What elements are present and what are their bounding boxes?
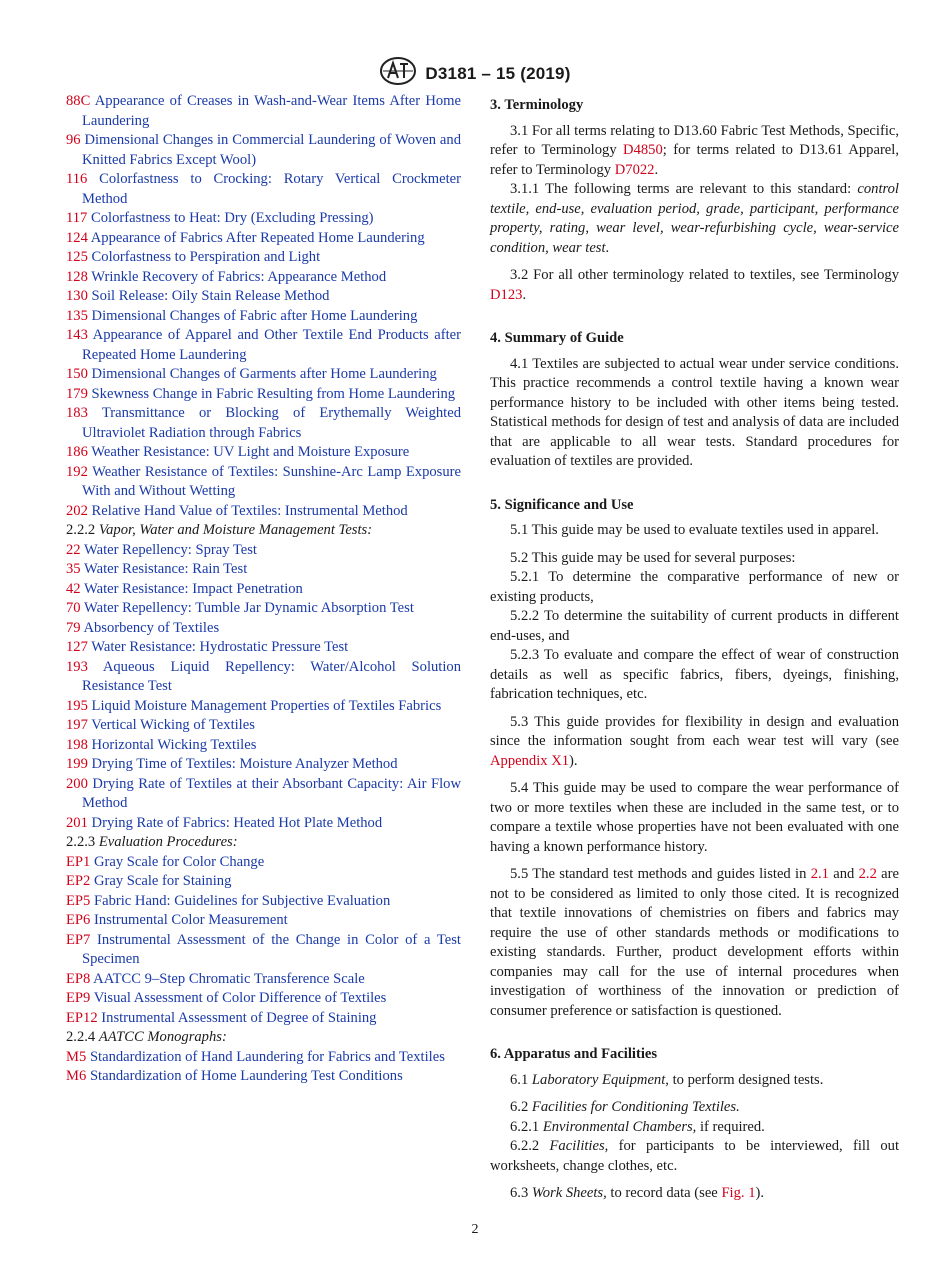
reference-entry[interactable]: [66, 307, 461, 327]
reference-title[interactable]: Drying Rate of Textiles at their Absorbant Capacity: Air Flow Method: [82, 775, 461, 811]
left-column: [66, 92, 461, 1087]
paragraph-5-4: 5.4 This guide may be used to compare the wear performance of two or more textiles when these are included in the same test, or to compare a textile whose properties have not been evaluated with one having a known performance history.: [490, 780, 899, 855]
reference-title[interactable]: AATCC 9–Step Chromatic Transference Scale: [93, 970, 365, 987]
reference-title[interactable]: Drying Time of Textiles: Moisture Analyzer Method: [91, 756, 398, 772]
reference-entry[interactable]: [66, 560, 461, 580]
reference-entry[interactable]: [66, 755, 461, 775]
paragraph-6-2: 6.2 Facilities for Conditioning Textiles.: [510, 1099, 740, 1115]
astm-logo-icon: [379, 56, 417, 91]
reference-entry[interactable]: [66, 385, 461, 405]
reference-title[interactable]: Drying Rate of Fabrics: Heated Hot Plate Method: [91, 814, 383, 831]
reference-title[interactable]: Vertical Wicking of Textiles: [91, 717, 255, 733]
reference-code[interactable]: 22: [66, 541, 81, 558]
reference-entry[interactable]: [66, 229, 461, 249]
reference-code[interactable]: EP12: [66, 1009, 98, 1026]
reference-code[interactable]: 193: [66, 658, 88, 675]
reference-code[interactable]: 192: [66, 463, 88, 480]
paragraph-6-2-1: 6.2.1 Environmental Chambers, if required.: [510, 1118, 765, 1135]
link-section-2-2[interactable]: 2.2: [858, 866, 877, 882]
reference-title[interactable]: Visual Assessment of Color Difference of Textiles: [93, 990, 387, 1006]
reference-code[interactable]: 42: [66, 580, 81, 597]
paragraph-5-2: 5.2 This guide may be used for several purposes:: [510, 549, 796, 566]
paragraph-4-1: 4.1 Textiles are subjected to actual wear under service conditions. This practice recommends a control textile having a known wear performance history to be included with other items being tested. Statistical methods for design of test and analysis of data are included that are applicable to all wear tests. Standard procedures for evaluation of textiles are provided.: [490, 355, 899, 469]
reference-code[interactable]: 96: [66, 132, 81, 148]
reference-title[interactable]: Water Repellency: Tumble Jar Dynamic Absorption Test: [83, 600, 414, 616]
reference-entry[interactable]: [66, 619, 461, 639]
reference-entry[interactable]: [66, 209, 461, 229]
section-heading-summary: 4. Summary of Guide: [490, 330, 624, 346]
reference-code[interactable]: 124: [66, 229, 88, 246]
reference-code[interactable]: 143: [66, 327, 88, 343]
reference-entry[interactable]: [66, 716, 461, 736]
reference-entry[interactable]: [66, 775, 461, 814]
reference-title[interactable]: Dimensional Changes of Fabric after Home Laundering: [91, 307, 418, 324]
reference-title[interactable]: Skewness Change in Fabric Resulting from Home Laundering: [91, 385, 456, 402]
reference-code[interactable]: 35: [66, 561, 81, 577]
reference-entry[interactable]: [66, 131, 461, 170]
paragraph-6-1: 6.1 Laboratory Equipment, to perform designed tests.: [510, 1071, 824, 1088]
reference-code[interactable]: EP6: [66, 912, 91, 928]
reference-entry[interactable]: [66, 599, 461, 619]
reference-entry[interactable]: [66, 970, 461, 990]
reference-code[interactable]: 200: [66, 775, 88, 792]
reference-title[interactable]: Water Resistance: Rain Test: [83, 561, 248, 577]
reference-title[interactable]: Water Resistance: Impact Penetration: [83, 580, 303, 597]
paragraph-5-2-2: 5.2.2 To determine the suitability of current products in different end-uses, and: [490, 608, 899, 644]
reference-code[interactable]: 201: [66, 814, 88, 831]
reference-entry[interactable]: [66, 658, 461, 697]
reference-entry[interactable]: [66, 541, 461, 561]
reference-entry[interactable]: [66, 326, 461, 365]
reference-code[interactable]: 150: [66, 366, 88, 382]
section-heading-terminology: 3. Terminology: [490, 97, 584, 113]
reference-code[interactable]: 195: [66, 697, 88, 714]
reference-title[interactable]: Dimensional Changes in Commercial Laundering of Woven and Knitted Fabrics Except Wool): [82, 132, 461, 168]
reference-entry[interactable]: [66, 463, 461, 502]
reference-entry[interactable]: [66, 404, 461, 443]
reference-code[interactable]: 130: [66, 288, 88, 304]
reference-title[interactable]: Appearance of Apparel and Other Textile End Products after Repeated Home Laundering: [82, 327, 461, 363]
reference-code[interactable]: M6: [66, 1068, 87, 1084]
reference-title[interactable]: Transmittance or Blocking of Erythemally Weighted Ultraviolet Radiation through Fabrics: [82, 405, 461, 441]
reference-title[interactable]: Wrinkle Recovery of Fabrics: Appearance Method: [91, 268, 387, 285]
reference-entry[interactable]: [66, 1009, 461, 1029]
reference-code[interactable]: 125: [66, 249, 88, 265]
reference-entry[interactable]: [66, 365, 461, 385]
reference-title[interactable]: Instrumental Color Measurement: [93, 912, 288, 928]
reference-title[interactable]: Water Resistance: Hydrostatic Pressure Test: [91, 639, 349, 655]
reference-code[interactable]: 197: [66, 717, 88, 733]
link-d4850[interactable]: D4850: [623, 142, 663, 158]
reference-entry[interactable]: [66, 872, 461, 892]
reference-title[interactable]: Liquid Moisture Management Properties of Textiles Fabrics: [91, 697, 442, 714]
reference-code[interactable]: EP9: [66, 990, 91, 1006]
link-section-2-1[interactable]: 2.1: [810, 866, 829, 882]
reference-code[interactable]: EP1: [66, 853, 91, 870]
page-number: 2: [471, 1222, 479, 1237]
link-fig-1[interactable]: Fig. 1: [721, 1185, 756, 1201]
reference-title[interactable]: Weather Resistance of Textiles: Sunshine-Arc Lamp Exposure With and Without Wetting: [82, 463, 461, 499]
reference-entry[interactable]: [66, 287, 461, 307]
paragraph-3-1: 3.1 For all terms relating to D13.60 Fabric Test Methods, Specific, refer to Terminology D4850; for terms related to D13.61 Apparel, refer to Terminology D7022.: [490, 122, 899, 178]
reference-entry[interactable]: [66, 1067, 461, 1087]
reference-code[interactable]: EP7: [66, 931, 91, 948]
link-d123[interactable]: D123: [490, 286, 523, 303]
reference-code[interactable]: 199: [66, 756, 88, 772]
reference-code[interactable]: 202: [66, 502, 88, 519]
reference-code[interactable]: 128: [66, 268, 88, 285]
reference-title[interactable]: Instrumental Assessment of the Change in Color of a Test Specimen: [82, 931, 461, 967]
section-heading-significance: 5. Significance and Use: [490, 496, 634, 513]
reference-list: [66, 92, 461, 521]
reference-entry[interactable]: [66, 697, 461, 717]
reference-title[interactable]: Gray Scale for Color Change: [93, 853, 265, 870]
reference-list: [66, 1048, 461, 1087]
reference-title[interactable]: Colorfastness to Heat: Dry (Excluding Pressing): [91, 210, 374, 226]
reference-code[interactable]: 179: [66, 385, 88, 402]
reference-title[interactable]: Water Repellency: Spray Test: [83, 541, 257, 558]
reference-code[interactable]: 186: [66, 444, 88, 460]
reference-entry[interactable]: [66, 638, 461, 658]
page-header: [0, 56, 950, 91]
paragraph-3-1-1: 3.1.1 The following terms are relevant to this standard: control textile, end-use, evaluation period, grade, participant, performance property, rating, wear level, wear-refurbishing cycle, wear-service condition, wear test.: [490, 181, 899, 256]
reference-entry[interactable]: [66, 443, 461, 463]
reference-entry[interactable]: [66, 1048, 461, 1068]
reference-code[interactable]: 79: [66, 619, 81, 636]
reference-entry[interactable]: [66, 736, 461, 756]
paragraph-6-2-2: 6.2.2 Facilities, for participants to be interviewed, fill out worksheets, change clothes, etc.: [490, 1138, 899, 1174]
reference-entry[interactable]: [66, 170, 461, 209]
reference-title[interactable]: Absorbency of Textiles: [83, 619, 220, 636]
reference-entry[interactable]: [66, 911, 461, 931]
reference-entry[interactable]: [66, 502, 461, 522]
reference-list: [66, 853, 461, 1029]
reference-title[interactable]: Gray Scale for Staining: [93, 873, 232, 889]
reference-code[interactable]: 116: [66, 171, 88, 187]
right-column: [490, 92, 899, 1204]
paragraph-5-3: 5.3 This guide provides for flexibility in design and evaluation since the information sought from each wear test will vary (see Appendix X1).: [490, 713, 899, 769]
reference-title[interactable]: Standardization of Home Laundering Test Conditions: [89, 1068, 403, 1084]
reference-entry[interactable]: [66, 248, 461, 268]
reference-code[interactable]: 198: [66, 736, 88, 753]
reference-code[interactable]: 135: [66, 307, 88, 324]
link-d7022[interactable]: D7022: [614, 161, 655, 178]
reference-code[interactable]: EP2: [66, 873, 91, 889]
reference-title[interactable]: Appearance of Creases in Wash-and-Wear Items After Home Laundering: [82, 93, 462, 129]
reference-title[interactable]: Fabric Hand: Guidelines for Subjective Evaluation: [93, 892, 391, 909]
reference-entry[interactable]: [66, 92, 461, 131]
reference-title[interactable]: Relative Hand Value of Textiles: Instrumental Method: [91, 502, 408, 519]
reference-code[interactable]: M5: [66, 1048, 87, 1065]
reference-title[interactable]: Weather Resistance: UV Light and Moisture Exposure: [91, 444, 410, 460]
reference-list: [66, 541, 461, 834]
paragraph-3-2: 3.2 For all other terminology related to textiles, see Terminology D123.: [490, 267, 899, 303]
reference-entry[interactable]: [66, 989, 461, 1009]
reference-title[interactable]: Dimensional Changes of Garments after Home Laundering: [91, 366, 437, 382]
reference-title[interactable]: Colorfastness to Crocking: Rotary Vertical Crockmeter Method: [82, 171, 461, 207]
document-id: D3181 – 15 (2019): [425, 63, 571, 83]
reference-title[interactable]: Appearance of Fabrics After Repeated Home Laundering: [90, 229, 425, 246]
paragraph-6-3: 6.3 Work Sheets, to record data (see Fig. 1).: [510, 1185, 765, 1201]
reference-entry[interactable]: [66, 268, 461, 288]
subsection-2-2-2: 2.2.2 Vapor, Water and Moisture Management Tests:: [66, 522, 373, 538]
reference-code[interactable]: 70: [66, 600, 81, 616]
reference-entry[interactable]: [66, 814, 461, 834]
reference-title[interactable]: Soil Release: Oily Stain Release Method: [91, 288, 330, 304]
reference-code[interactable]: 183: [66, 405, 88, 421]
reference-code[interactable]: 117: [66, 210, 88, 226]
reference-title[interactable]: Instrumental Assessment of Degree of Staining: [101, 1009, 377, 1026]
reference-code[interactable]: 127: [66, 639, 88, 655]
reference-title[interactable]: Horizontal Wicking Textiles: [91, 736, 257, 753]
paragraph-5-2-1: 5.2.1 To determine the comparative performance of new or existing products,: [490, 569, 899, 605]
reference-code[interactable]: 88C: [66, 93, 91, 109]
reference-title[interactable]: Colorfastness to Perspiration and Light: [91, 249, 321, 265]
reference-code[interactable]: EP8: [66, 970, 91, 987]
reference-code[interactable]: EP5: [66, 892, 91, 909]
reference-entry[interactable]: [66, 853, 461, 873]
reference-title[interactable]: Aqueous Liquid Repellency: Water/Alcohol Solution Resistance Test: [82, 658, 462, 694]
paragraph-5-1: 5.1 This guide may be used to evaluate textiles used in apparel.: [510, 522, 879, 538]
paragraph-5-5: 5.5 The standard test methods and guides listed in 2.1 and 2.2 are not to be considered as limited to only those cited. It is recognized that textile innovations of chemistries on fibers and fabrics may require the use of other standards methods or modifications to existing standards. Further, product development efforts within companies may call for the use of internal procedures when investigation of worthiness of the innovation or prediction of consumer preference or satisfaction is questioned.: [490, 866, 899, 1019]
reference-title[interactable]: Standardization of Hand Laundering for Fabrics and Textiles: [89, 1048, 445, 1065]
subsection-2-2-4: 2.2.4 AATCC Monographs:: [66, 1029, 227, 1045]
section-heading-apparatus: 6. Apparatus and Facilities: [490, 1046, 658, 1062]
paragraph-5-2-3: 5.2.3 To evaluate and compare the effect of wear of construction details as well as specific fabrics, fibers, dyeings, finishing, fabrication techniques, etc.: [490, 647, 899, 702]
reference-entry[interactable]: [66, 931, 461, 970]
reference-entry[interactable]: [66, 580, 461, 600]
subsection-2-2-3: 2.2.3 Evaluation Procedures:: [66, 834, 238, 850]
link-appendix-x1[interactable]: Appendix X1: [490, 752, 570, 769]
reference-entry[interactable]: [66, 892, 461, 912]
